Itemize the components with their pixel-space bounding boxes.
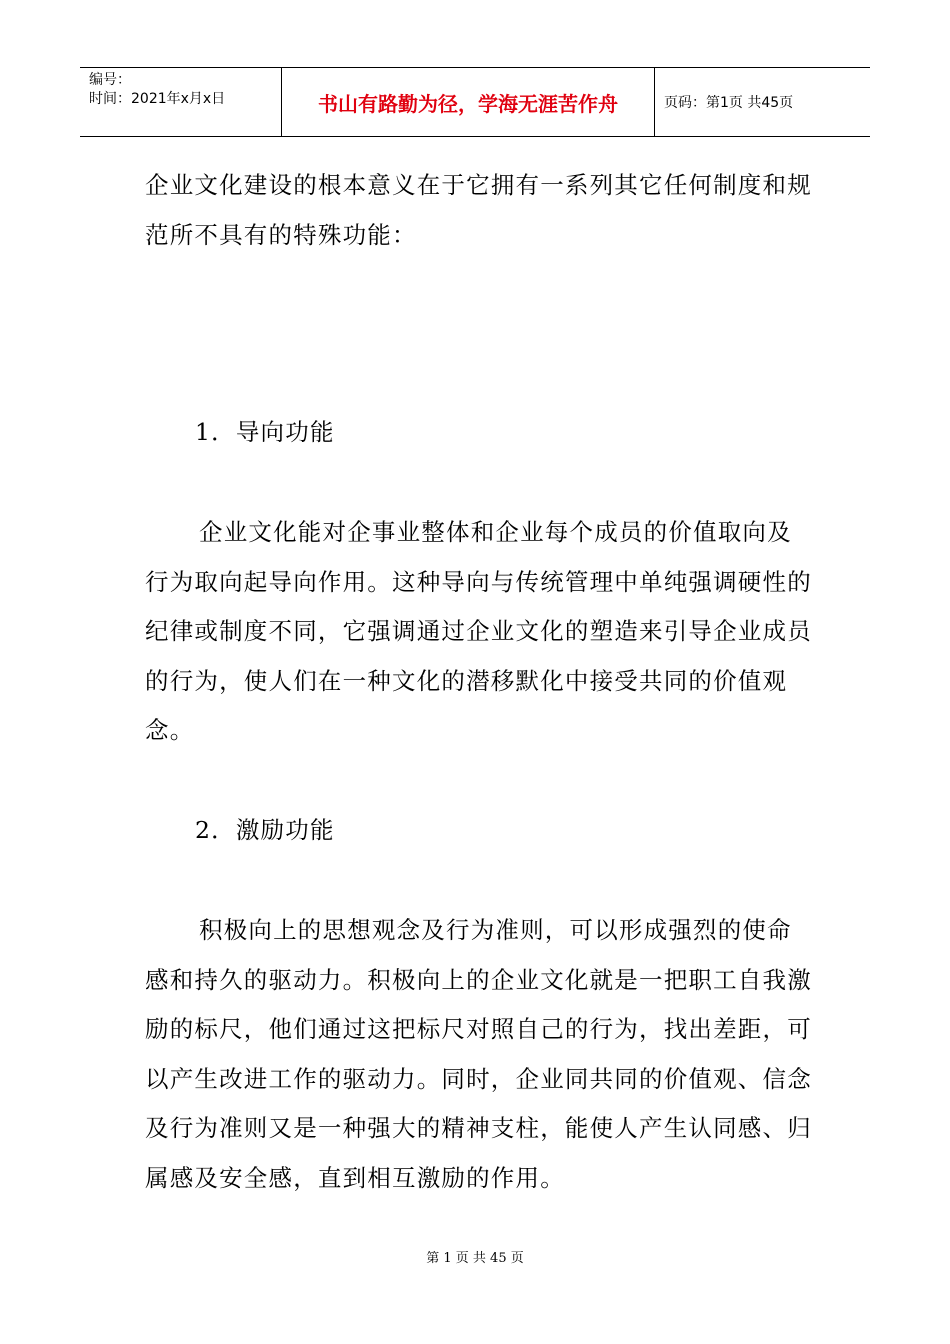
section1-body-block — [145, 508, 815, 756]
section2-body: 积极向上的思想观念及行为准则，可以形成强烈的使命感和持久的驱动力。积极向上的企业文化就是一把职工自我激励的标尺，他们通过这把标尺对照自己的行为，找出差距，可以产生改进工作的驱动力。同时，企业同共同的价值观、信念及行为准则又是一种强大的精神支柱，能使人产生认同感、归属感及安全感，直到相互激励的作用。 — [145, 916, 812, 1192]
footer-page-number: 第 1 页 共 45 页 — [426, 1251, 524, 1266]
header-meta-cell — [80, 68, 282, 136]
date-label: 时间：2021年x月x日 — [89, 91, 226, 107]
page-footer — [0, 1247, 950, 1266]
section2-body-block — [145, 906, 815, 1203]
section2-heading-block — [145, 806, 815, 856]
serial-label: 编号： — [89, 72, 131, 88]
header-motto-cell — [282, 68, 655, 136]
section1-heading-block — [145, 408, 815, 458]
motto-text: 书山有路勤为径，学海无涯苦作舟 — [318, 91, 618, 116]
section2-heading: 2．激励功能 — [195, 816, 335, 844]
intro-paragraph-block — [145, 161, 815, 260]
section1-heading: 1．导向功能 — [195, 418, 335, 446]
page-info: 页码：第1页 共45页 — [664, 95, 794, 111]
header-page-cell — [655, 68, 870, 136]
page-header — [80, 67, 870, 137]
intro-paragraph: 企业文化建设的根本意义在于它拥有一系列其它任何制度和规范所不具有的特殊功能： — [145, 171, 812, 249]
section1-body: 企业文化能对企事业整体和企业每个成员的价值取向及行为取向起导向作用。这种导向与传统管理中单纯强调硬性的纪律或制度不同，它强调通过企业文化的塑造来引导企业成员的行为，使人们在一种文化的潜移默化中接受共同的价值观念。 — [145, 518, 812, 744]
